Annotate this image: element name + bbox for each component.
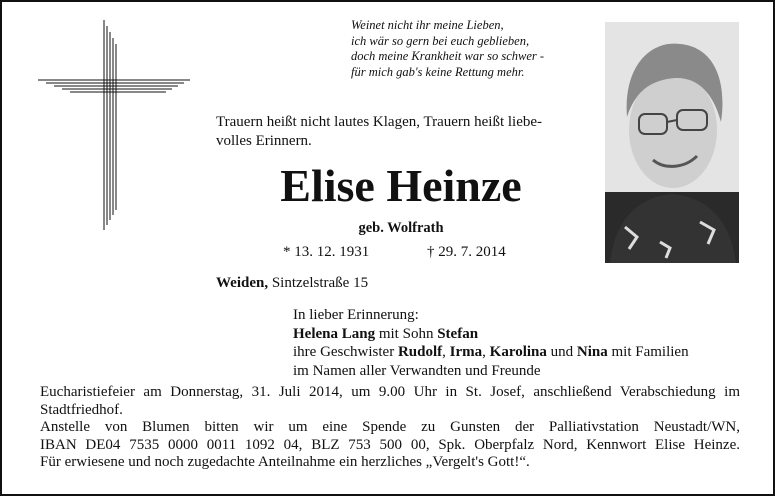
mourner-name: Stefan — [437, 325, 479, 342]
mourners-line — [293, 325, 689, 344]
mourners-line: im Namen aller Verwandten und Freunde — [293, 362, 541, 379]
poem-line: Weinet nicht ihr meine Lieben, — [351, 18, 504, 32]
mourner-name: Helena Lang — [293, 325, 376, 342]
mourners-intro: In lieber Erinnerung: — [293, 307, 419, 323]
footer-line: IBAN DE04 7535 0000 0011 1092 04, BLZ 753 500 00, Spk. Oberpfalz Nord, Kennwort Elise Heinze. — [40, 436, 740, 453]
mourner-name: Karolina — [489, 344, 547, 360]
service-information — [40, 384, 740, 472]
mourner-name: Rudolf — [397, 344, 443, 360]
footer-line: Stadtfriedhof. — [40, 401, 123, 418]
mourners-block — [293, 306, 689, 380]
mourner-text: und — [546, 344, 577, 360]
portrait-photo — [605, 22, 739, 263]
mourner-text: , — [482, 344, 490, 360]
mourner-text: ihre Geschwister — [293, 344, 398, 360]
footer-line: Anstelle von Blumen bitten wir um eine Spende zu Gunsten der Palliativstation Neustadt/WN, — [40, 419, 740, 435]
mourners-line — [293, 343, 689, 362]
mourner-text: , — [442, 344, 450, 360]
cross-icon — [38, 20, 190, 230]
residence — [216, 275, 368, 292]
residence-city: Weiden, — [216, 275, 269, 291]
birth-date: * 13. 12. 1931 — [283, 244, 370, 260]
quote-line: volles Erinnern. — [216, 133, 312, 149]
poem-line: ich wär so gern bei euch geblieben, — [351, 33, 530, 48]
maiden-name: geb. Wolfrath — [358, 220, 444, 236]
poem-line: für mich gab's keine Rettung mehr. — [351, 64, 525, 79]
poem — [351, 18, 544, 80]
mourner-text: mit Familien — [607, 344, 689, 360]
footer-line: Für erwiesene und noch zugedachte Anteilnahme ein herzliches „Vergelt's Gott!“. — [40, 454, 530, 470]
mourning-quote — [216, 113, 586, 151]
footer-line: Eucharistiefeier am Donnerstag, 31. Juli 2014, um 9.00 Uhr in St. Josef, anschließend Verabschiedung im — [40, 384, 740, 400]
poem-line: doch meine Krankheit war so schwer - — [351, 49, 545, 63]
death-date: † 29. 7. 2014 — [427, 244, 506, 260]
deceased-name: Elise Heinze — [280, 160, 522, 211]
mourner-name: Nina — [576, 344, 608, 360]
mourner-name: Irma — [449, 344, 483, 360]
residence-street: Sintzelstraße 15 — [268, 275, 369, 291]
mourner-text: mit Sohn — [375, 325, 438, 342]
quote-line: Trauern heißt nicht lautes Klagen, Trauern heißt liebe- — [216, 114, 543, 130]
